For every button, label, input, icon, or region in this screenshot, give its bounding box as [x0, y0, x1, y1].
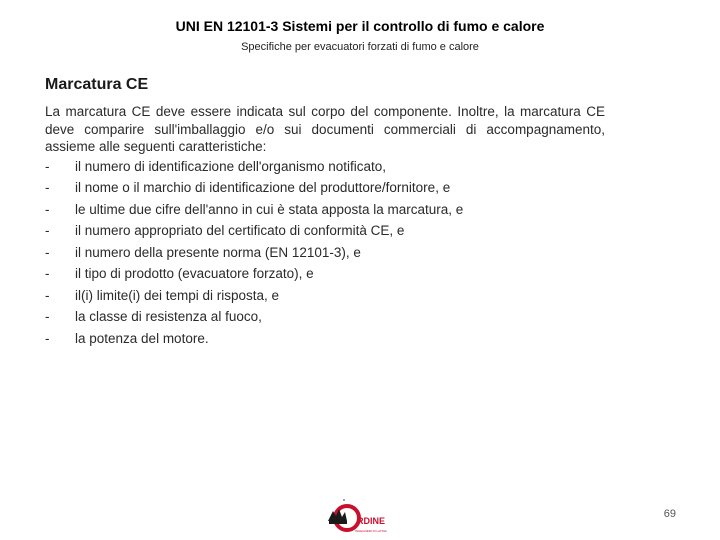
list-item-text: il nome o il marchio di identificazione del produttore/fornitore, e	[75, 180, 451, 195]
main-content	[45, 76, 605, 349]
page-number: 69	[663, 508, 676, 520]
bullet-dash: -	[45, 201, 50, 217]
bullet-dash: -	[45, 223, 50, 238]
emblem-base	[329, 521, 347, 524]
bullet-dash: -	[45, 330, 50, 346]
list-item-text: il numero della presente norma (EN 12101-3), e	[75, 244, 361, 260]
list-item	[45, 328, 605, 350]
list-item-text: la classe di resistenza al fuoco,	[75, 309, 262, 324]
intro-paragraph: La marcatura CE deve essere indicata sul corpo del componente. Inoltre, la marcatura CE deve comparire sull'imballaggio e/o sui documenti commerciali di accompagnamento, assieme alle seguenti caratteristiche:	[45, 104, 605, 154]
characteristics-list	[45, 156, 605, 350]
bullet-dash: -	[45, 309, 50, 324]
list-item-text: il numero di identificazione dell'organismo notificato,	[75, 158, 386, 174]
list-item-text: il numero appropriato del certificato di conformità CE, e	[75, 223, 405, 238]
list-item	[45, 199, 605, 221]
list-item	[45, 306, 605, 328]
list-item	[45, 242, 605, 264]
logo-tagline: INGEGNERI DI LATINA	[355, 529, 387, 533]
list-item	[45, 156, 605, 178]
page-subtitle: Specifiche per evacuatori forzati di fumo e calore	[241, 41, 479, 53]
list-item	[45, 285, 605, 307]
page-title: UNI EN 12101-3 Sistemi per il controllo di fumo e calore	[175, 18, 545, 34]
list-item-text: le ultime due cifre dell'anno in cui è stata apposta la marcatura, e	[75, 201, 464, 217]
list-item	[45, 263, 605, 285]
bullet-dash: -	[45, 287, 50, 303]
bullet-dash: -	[45, 266, 50, 281]
logo-text: RDINE	[357, 516, 386, 526]
logo-dot	[343, 499, 345, 501]
list-item	[45, 220, 605, 242]
list-item	[45, 177, 605, 199]
bullet-dash: -	[45, 244, 50, 260]
list-item-text: il(i) limite(i) dei tempi di risposta, e	[75, 287, 280, 303]
section-heading: Marcatura CE	[45, 76, 149, 93]
bullet-dash: -	[45, 158, 50, 174]
list-item-text: il tipo di prodotto (evacuatore forzato), e	[75, 266, 314, 281]
list-item-text: la potenza del motore.	[75, 330, 209, 346]
ordine-logo	[325, 497, 387, 537]
bullet-dash: -	[45, 180, 50, 195]
